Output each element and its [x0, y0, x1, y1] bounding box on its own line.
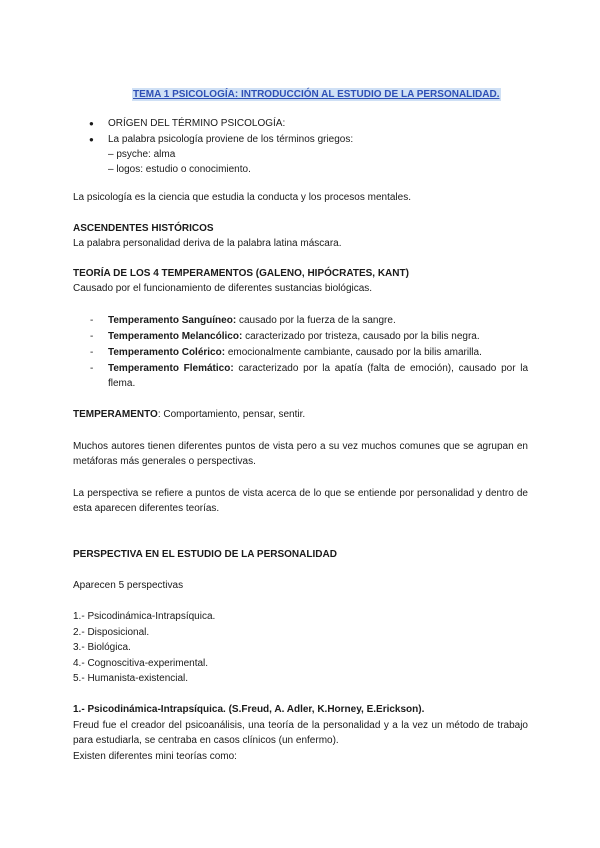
temperamento-desc: causado por la fuerza de la sangre.: [236, 315, 396, 326]
temperamento-colerico: [108, 345, 528, 360]
section1-line2: para estudiarla, se centraba en casos clínicos (un enfermo).: [73, 735, 339, 746]
aparecen-text: Aparecen 5 perspectivas: [73, 580, 184, 591]
bullet-icon: ●: [89, 119, 94, 128]
origin-text: La palabra psicología proviene de los términos griegos:: [108, 134, 354, 145]
origin-logos: – logos: estudio o conocimiento.: [108, 164, 251, 175]
teoria-heading: TEORÍA DE LOS 4 TEMPERAMENTOS (GALENO, HIPÓCRATES, KANT): [73, 268, 409, 279]
temperamento-name: Temperamento Melancólico:: [108, 331, 243, 342]
section1-heading: 1.- Psicodinámica-Intrapsíquica. (S.Freud, A. Adler, K.Horney, E.Erickson).: [73, 704, 425, 715]
teoria-text: Causado por el funcionamiento de diferentes sustancias biológicas.: [73, 283, 373, 294]
temperamento-name: Temperamento Flemático:: [108, 363, 234, 374]
temperamento-label: TEMPERAMENTO: [73, 409, 158, 420]
list-item: 5.- Humanista-existencial.: [73, 673, 189, 684]
list-item: 3.- Biológica.: [73, 642, 131, 653]
origin-psyche: – psyche: alma: [108, 149, 176, 160]
list-item: 2.- Disposicional.: [73, 627, 150, 638]
temperamento-flematico: [108, 361, 528, 376]
list-item: 4.- Cognoscitiva-experimental.: [73, 658, 209, 669]
temperamento-desc: caracterizado por la apatía (falta de emoción), causado por la: [233, 363, 529, 374]
paragraph-autores-l2: metáforas más generales o perspectivas.: [73, 456, 256, 467]
dash-marker: -: [90, 315, 94, 326]
section1-line1: Freud fue el creador del psicoanálisis, una teoría de la personalidad y a la vez un método de trabajo: [73, 720, 528, 731]
paragraph-perspectiva-l2: esta aparecen diferentes teorías.: [73, 503, 220, 514]
temperamento-melancolico: [108, 329, 528, 344]
document-title: TEMA 1 PSICOLOGÍA: INTRODUCCIÓN AL ESTUDIO DE LA PERSONALIDAD.: [133, 89, 500, 100]
bullet-icon: ●: [89, 135, 94, 144]
dash-marker: -: [90, 331, 94, 342]
ascendentes-heading: ASCENDENTES HISTÓRICOS: [73, 223, 214, 234]
perspectiva-heading: PERSPECTIVA EN EL ESTUDIO DE LA PERSONALIDAD: [73, 549, 337, 560]
dash-marker: -: [90, 363, 94, 374]
section1-line3: Existen diferentes mini teorías como:: [73, 751, 237, 762]
ascendentes-text: La palabra personalidad deriva de la palabra latina máscara.: [73, 238, 342, 249]
paragraph-perspectiva-l1: La perspectiva se refiere a puntos de vista acerca de lo que se entiende por personalidad y dentro de: [73, 488, 528, 499]
temperamento-definition: [73, 408, 305, 421]
psychology-definition: La psicología es la ciencia que estudia la conducta y los procesos mentales.: [73, 192, 411, 203]
temperamento-def-text: : Comportamiento, pensar, sentir.: [157, 409, 306, 420]
paragraph-autores-l1: Muchos autores tienen diferentes puntos de vista pero a su vez muchos comunes que se agrupan en: [73, 441, 528, 452]
temperamento-name: Temperamento Colérico:: [108, 347, 226, 358]
dash-marker: -: [90, 347, 94, 358]
temperamento-flematico-cont: flema.: [108, 378, 136, 389]
list-item: 1.- Psicodinámica-Intrapsíquica.: [73, 611, 216, 622]
temperamento-sanguineo: [108, 313, 528, 328]
temperamento-name: Temperamento Sanguíneo:: [108, 315, 237, 326]
origin-heading: ORÍGEN DEL TÉRMINO PSICOLOGÍA:: [108, 118, 286, 129]
temperamento-desc: caracterizado por tristeza, causado por la bilis negra.: [242, 331, 480, 342]
temperamento-desc: emocionalmente cambiante, causado por la bilis amarilla.: [225, 347, 482, 358]
